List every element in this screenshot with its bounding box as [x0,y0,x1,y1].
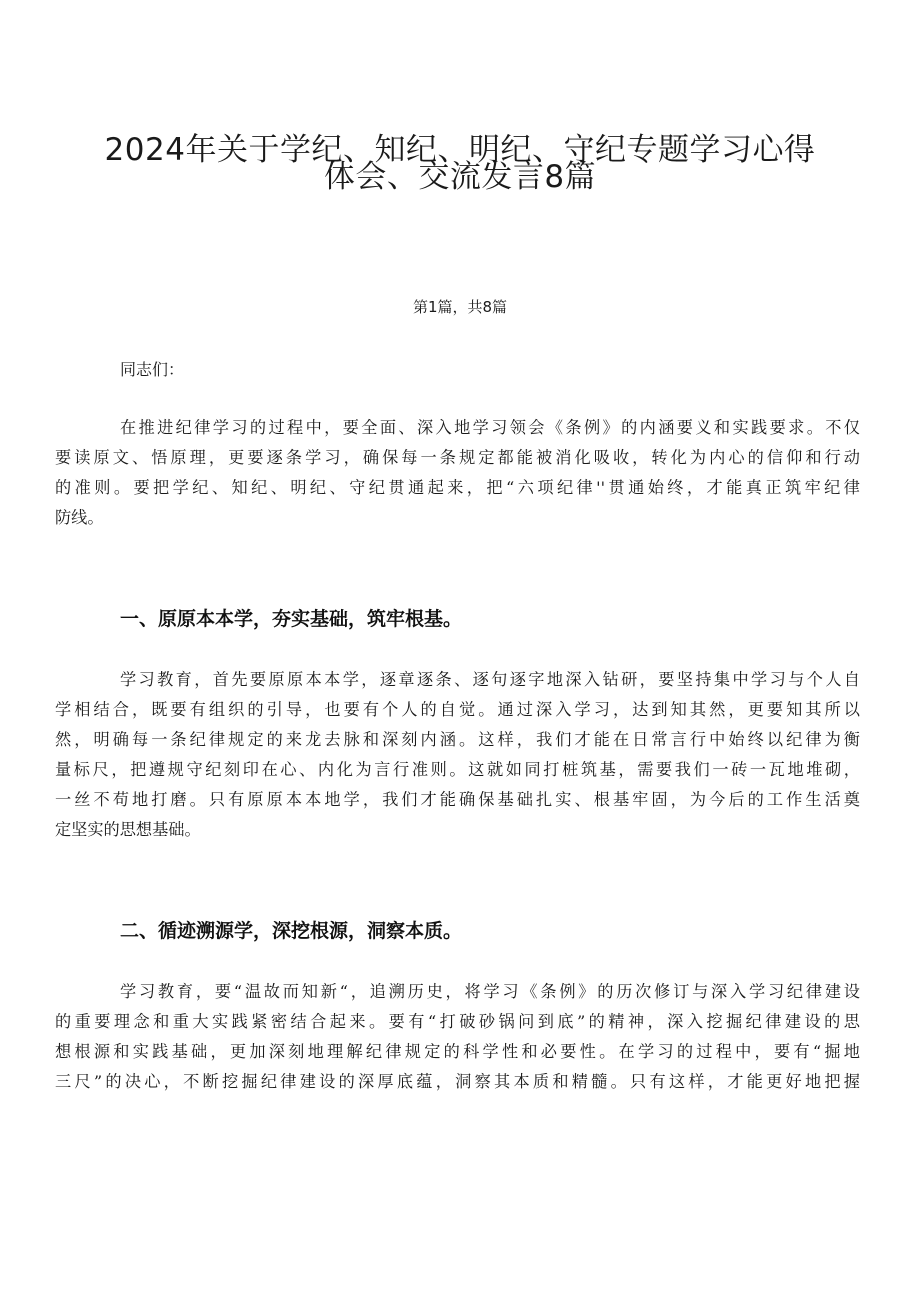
paragraph-line: 学相结合，既要有组织的引导，也要有个人的自觉。通过深入学习，达到知其然，更要知其所以 [55,700,860,719]
paragraph-line: 三尺”的决心，不断挖掘纪律建设的深厚底蕴，洞察其本质和精髓。只有这样，才能更好地把握 [55,1072,860,1091]
section-2-heading: 二、循迹溯源学，深挖根源，洞察本质。 [120,920,463,942]
paragraph-line: 学习教育，要“温故而知新“，追溯历史，将学习《条例》的历次修订与深入学习纪律建设 [120,982,860,1001]
intro-paragraph [55,413,860,533]
document-title-line-2: 体会、交流发言8篇 [323,159,597,195]
section-1-heading: 一、原原本本学，夯实基础，筑牢根基。 [120,608,463,630]
paragraph-line: 的重要理念和重大实践紧密结合起来。要有“打破砂锅问到底”的精神，深入挖掘纪律建设的思 [55,1012,860,1031]
paragraph-line: 量标尺，把遵规守纪刻印在心、内化为言行准则。这就如同打桩筑基，需要我们一砖一瓦地堆砌， [55,760,860,779]
paragraph-line: 在推进纪律学习的过程中，要全面、深入地学习领会《条例》的内涵要义和实践要求。不仅 [120,418,860,437]
paragraph-line: 的准则。要把学纪、知纪、明纪、守纪贯通起来，把“六项纪律''贯通始终，才能真正筑牢纪律 [55,478,860,497]
paragraph-line: 要读原文、悟原理，更要逐条学习，确保每一条规定都能被消化吸收，转化为内心的信仰和行动 [55,448,860,467]
paragraph-line: 学习教育，首先要原原本本学，逐章逐条、逐句逐字地深入钻研，要坚持集中学习与个人自 [120,670,860,689]
document-title-line-1: 2024年关于学纪、知纪、明纪、守纪专题学习心得 [104,132,816,168]
paragraph-line: 防线。 [55,508,104,527]
paragraph-line: 然，明确每一条纪律规定的来龙去脉和深刻内涵。这样，我们才能在日常言行中始终以纪律为衡 [55,730,860,749]
section-1-paragraph [55,665,860,845]
paragraph-line: 一丝不苟地打磨。只有原原本本地学，我们才能确保基础扎实、根基牢固，为今后的工作生活奠 [55,790,860,809]
part-indicator: 第1篇，共8篇 [412,298,508,316]
paragraph-line: 定坚实的思想基础。 [55,820,201,839]
salutation: 同志们： [120,360,185,379]
paragraph-line: 想根源和实践基础，更加深刻地理解纪律规定的科学性和必要性。在学习的过程中，要有“掘地 [55,1042,860,1061]
section-2-paragraph [55,977,860,1097]
